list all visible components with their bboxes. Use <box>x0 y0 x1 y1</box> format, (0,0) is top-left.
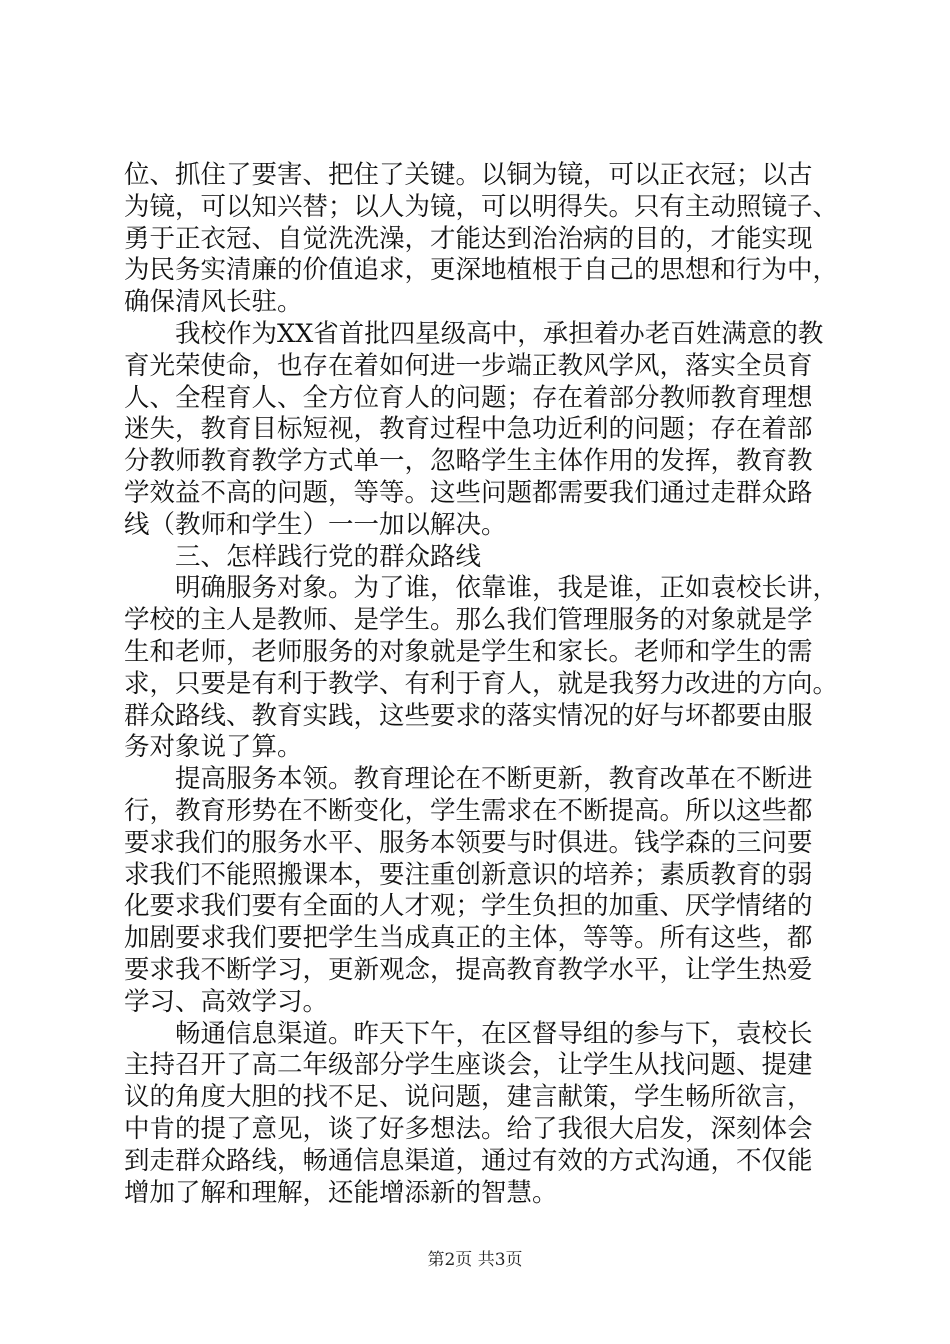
text-line: 我校作为XX省首批四星级高中，承担着办老百姓满意的教 <box>124 318 824 349</box>
text-line: 群众路线、教育实践，这些要求的落实情况的好与坏都要由服 <box>124 700 813 731</box>
text-line: 勇于正衣冠、自觉洗洗澡，才能达到治治病的目的，才能实现 <box>124 223 813 254</box>
text-line: 提高服务本领。教育理论在不断更新，教育改革在不断进 <box>124 764 813 795</box>
text-line: 加剧要求我们要把学生当成真正的主体，等等。所有这些，都 <box>124 923 813 954</box>
text-line: 学校的主人是教师、是学生。那么我们管理服务的对象就是学 <box>124 605 813 636</box>
text-line: 务对象说了算。 <box>124 732 303 763</box>
text-line: 议的角度大胆的找不足、说问题，建言献策，学生畅所欲言， <box>124 1082 813 1113</box>
text-line: 生和老师，老师服务的对象就是学生和家长。老师和学生的需 <box>124 636 813 667</box>
text-line: 到走群众路线，畅通信息渠道，通过有效的方式沟通，不仅能 <box>124 1145 813 1176</box>
text-line: 要求我不断学习，更新观念，提高教育教学水平，让学生热爱 <box>124 954 813 985</box>
text-line: 位、抓住了要害、把住了关键。以铜为镜，可以正衣冠；以古 <box>124 160 813 190</box>
text-line: 确保清风长驻。 <box>124 287 303 318</box>
text-line: 迷失，教育目标短视，教育过程中急功近利的问题；存在着部 <box>124 414 813 445</box>
section-heading: 三、怎样践行党的群众路线 <box>124 541 482 572</box>
text-line: 行，教育形势在不断变化，学生需求在不断提高。所以这些都 <box>124 795 813 826</box>
text-line: 畅通信息渠道。昨天下午，在区督导组的参与下，袁校长 <box>124 1018 813 1049</box>
text-line: 人、全程育人、全方位育人的问题；存在着部分教师教育理想 <box>124 382 813 413</box>
text-line: 育光荣使命，也存在着如何进一步端正教风学风，落实全员育 <box>124 350 813 381</box>
text-line: 中肯的提了意见，谈了好多想法。给了我很大启发，深刻体会 <box>124 1113 813 1144</box>
document-body <box>124 160 839 1209</box>
text-line: 求我们不能照搬课本，要注重创新意识的培养；素质教育的弱 <box>124 859 813 890</box>
text-line: 线（教师和学生）一一加以解决。 <box>124 509 507 540</box>
text-line: 学习、高效学习。 <box>124 986 329 1017</box>
text-line: 求，只要是有利于教学、有利于育人，就是我努力改进的方向。 <box>124 668 839 699</box>
text-line: 为民务实清廉的价值追求，更深地植根于自己的思想和行为中， <box>124 255 839 286</box>
text-line: 学效益不高的问题，等等。这些问题都需要我们通过走群众路 <box>124 477 813 508</box>
text-line: 化要求我们要有全面的人才观；学生负担的加重、厌学情绪的 <box>124 891 813 922</box>
text-line: 分教师教育教学方式单一，忽略学生主体作用的发挥，教育教 <box>124 446 813 477</box>
page-footer: 第2页 共3页 <box>427 1250 523 1270</box>
text-line: 要求我们的服务水平、服务本领要与时俱进。钱学森的三问要 <box>124 827 813 858</box>
text-line: 为镜，可以知兴替；以人为镜，可以明得失。只有主动照镜子、 <box>124 191 839 222</box>
text-line: 增加了解和理解，还能增添新的智慧。 <box>124 1177 558 1208</box>
text-line: 主持召开了高二年级部分学生座谈会，让学生从找问题、提建 <box>124 1050 813 1081</box>
text-line: 明确服务对象。为了谁，依靠谁，我是谁，正如袁校长讲， <box>124 573 839 604</box>
